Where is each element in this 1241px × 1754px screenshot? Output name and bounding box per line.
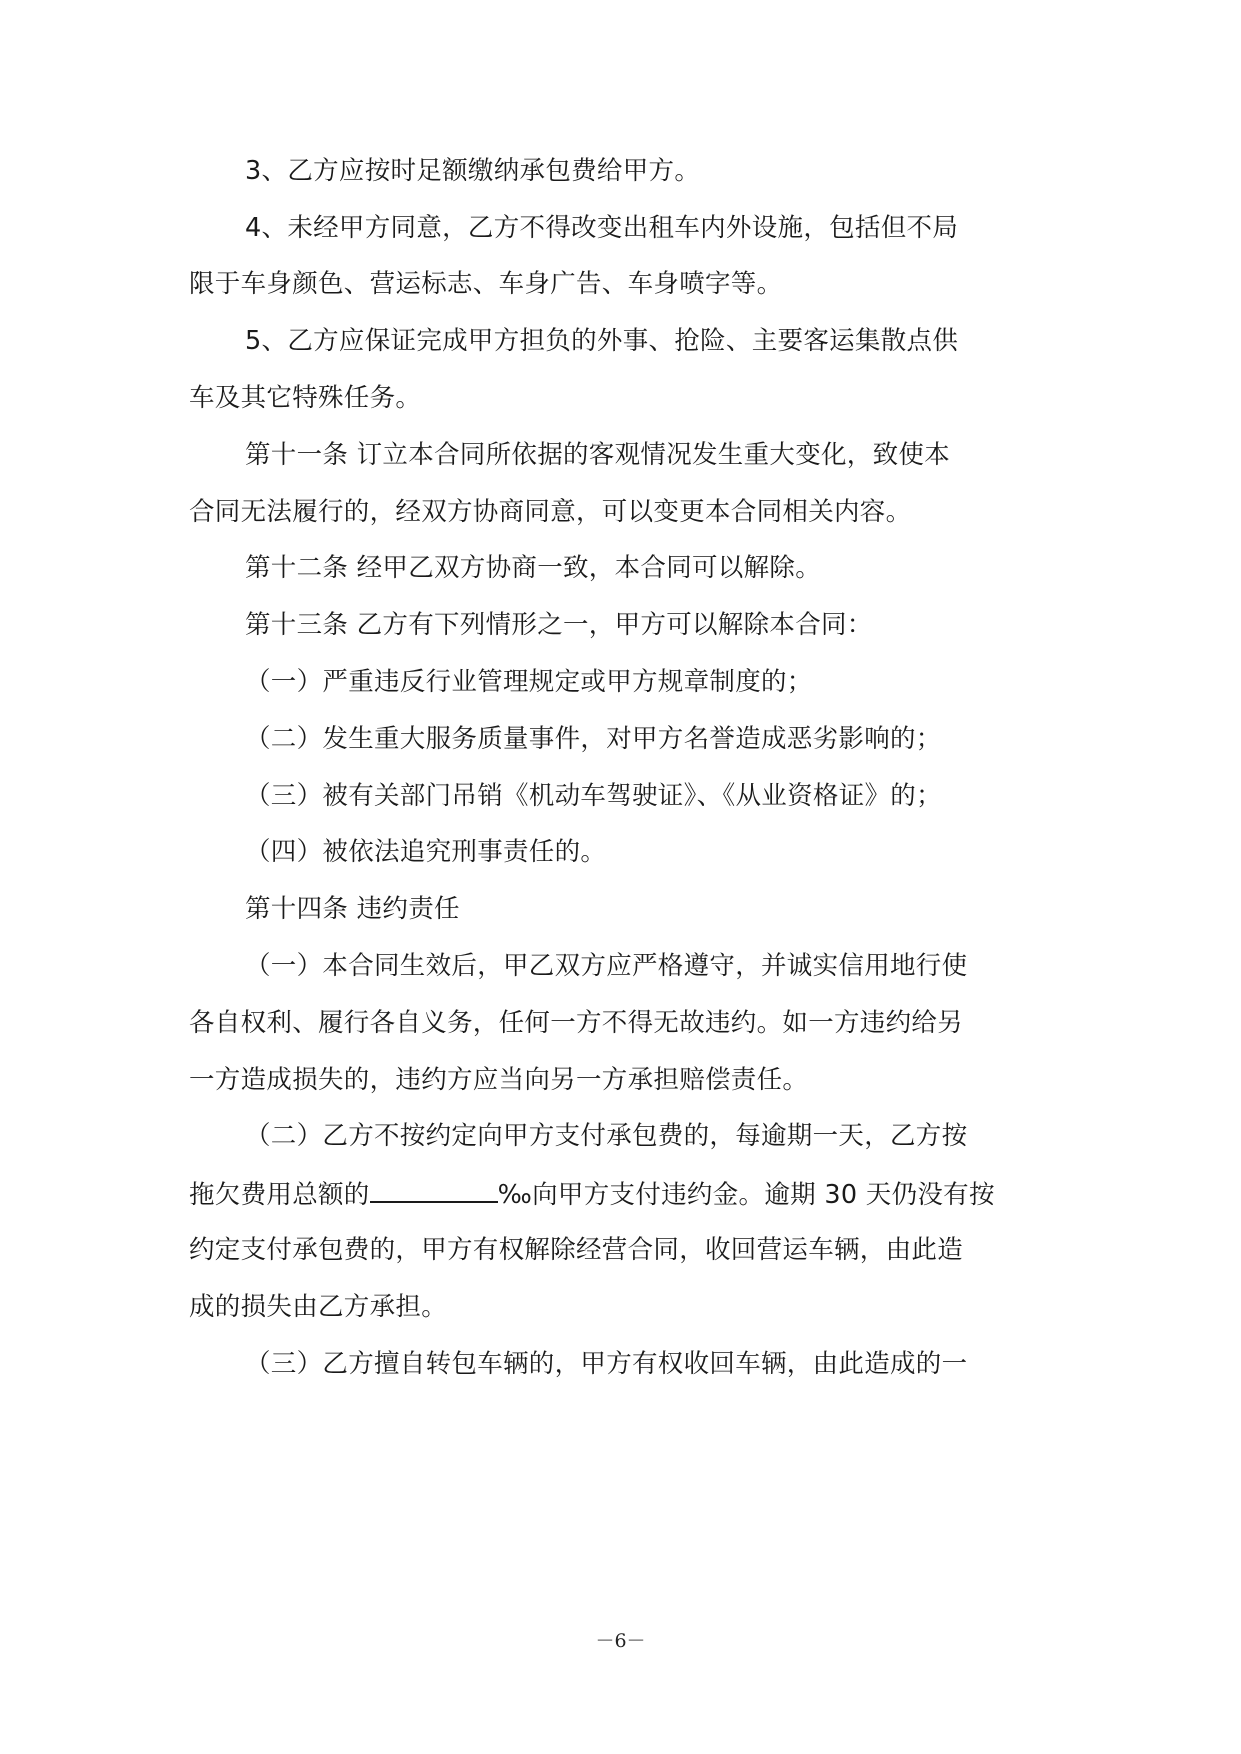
article-12-heading: 第十二条 经甲乙双方协商一致，本合同可以解除。 [245,553,822,583]
text-line: 4、未经甲方同意，乙方不得改变出租车内外设施，包括但不局 [245,213,959,243]
text-line: 各自权利、履行各自义务，任何一方不得无故违约。如一方违约给另 [189,1008,964,1038]
list-item: （四）被依法追究刑事责任的。 [245,837,607,867]
text-line: 限于车身颜色、营运标志、车身广告、车身喷字等。 [189,269,783,299]
article-14-heading: 第十四条 违约责任 [245,894,460,924]
text-line: 约定支付承包费的，甲方有权解除经营合同，收回营运车辆，由此造 [189,1235,964,1265]
text-line: 5、乙方应保证完成甲方担负的外事、抢险、主要客运集散点供 [245,326,959,356]
text-segment: 拖欠费用总额的 [189,1180,370,1210]
text-line: 合同无法履行的，经双方协商同意，可以变更本合同相关内容。 [189,497,912,527]
text-line: 3、乙方应按时足额缴纳承包费给甲方。 [245,156,701,186]
text-line: （一）本合同生效后，甲乙双方应严格遵守，并诚实信用地行使 [245,951,968,981]
article-11-heading: 第十一条 订立本合同所依据的客观情况发生重大变化，致使本 [245,440,951,470]
text-line: （二）乙方不按约定向甲方支付承包费的，每逾期一天，乙方按 [245,1121,968,1151]
page-number: －6－ [595,1630,646,1652]
text-segment: ‰向甲方支付违约金。逾期 30 天仍没有按 [497,1180,995,1210]
fill-in-blank [370,1177,498,1203]
article-13-heading: 第十三条 乙方有下列情形之一，甲方可以解除本合同： [245,610,873,640]
list-item: （一）严重违反行业管理规定或甲方规章制度的； [245,667,813,697]
list-item: （二）发生重大服务质量事件，对甲方名誉造成恶劣影响的； [245,724,942,754]
list-item: （三）被有关部门吊销《机动车驾驶证》、《从业资格证》的； [245,781,942,811]
text-line: 成的损失由乙方承担。 [189,1292,448,1322]
text-line: （三）乙方擅自转包车辆的，甲方有权收回车辆，由此造成的一 [245,1349,968,1379]
text-line: 一方造成损失的，违约方应当向另一方承担赔偿责任。 [189,1065,809,1095]
text-line: 车及其它特殊任务。 [189,383,422,413]
text-line-with-blank [189,1177,995,1212]
